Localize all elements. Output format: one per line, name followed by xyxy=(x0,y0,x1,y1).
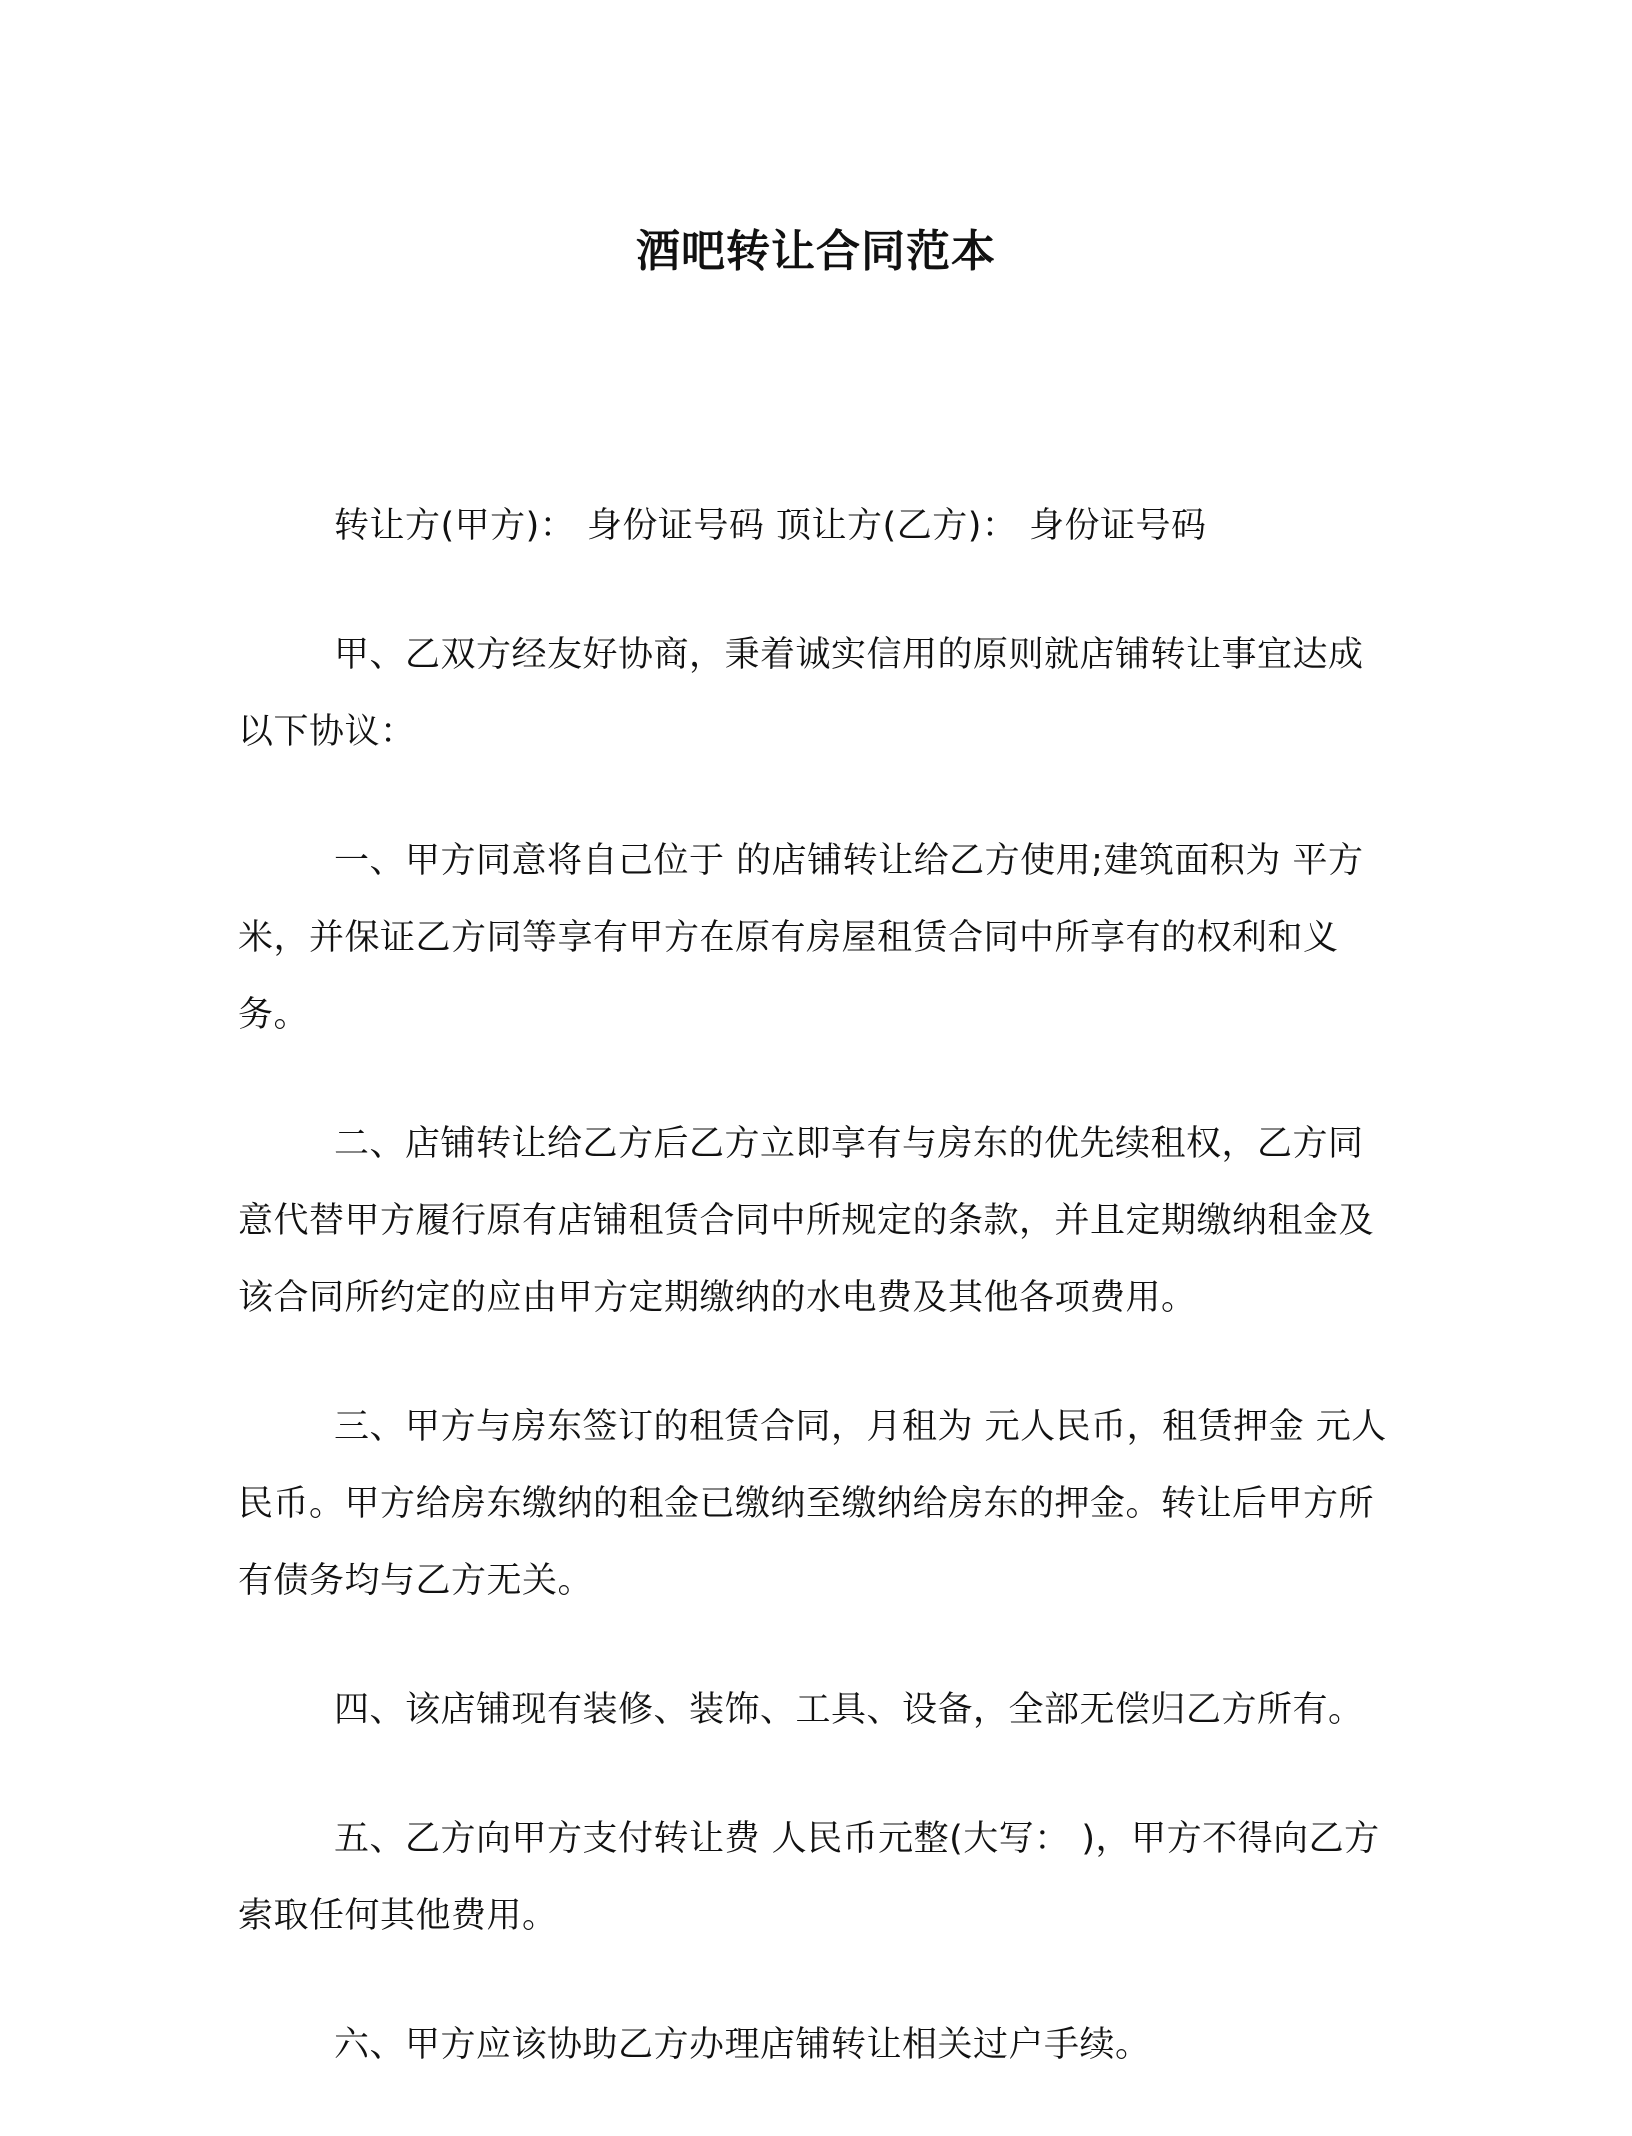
paragraph-preamble: 甲、乙双方经友好协商，秉着诚实信用的原则就店铺转让事宜达成以下协议： xyxy=(238,635,1364,752)
document-body xyxy=(238,488,1398,2136)
document-title: 酒吧转让合同范本 xyxy=(636,226,996,277)
clause-6: 六、甲方应该协助乙方办理店铺转让相关过户手续。 xyxy=(334,2025,1151,2065)
clause-2: 二、店铺转让给乙方后乙方立即享有与房东的优先续租权，乙方同意代替甲方履行原有店铺租赁合同中所规定的条款，并且定期缴纳租金及该合同所约定的应由甲方定期缴纳的水电费及其他各项费用。 xyxy=(238,1124,1375,1318)
clause-4: 四、该店铺现有装修、装饰、工具、设备，全部无偿归乙方所有。 xyxy=(334,1690,1364,1730)
clause-3: 三、甲方与房东签订的租赁合同，月租为 元人民币，租赁押金 元人民币。甲方给房东缴纳的租金已缴纳至缴纳给房东的押金。转让后甲方所有债务均与乙方无关。 xyxy=(238,1407,1387,1601)
clause-5: 五、乙方向甲方支付转让费 人民币元整(大写： )，甲方不得向乙方索取任何其他费用。 xyxy=(238,1819,1380,1936)
paragraph-parties: 转让方(甲方)： 身份证号码 顶让方(乙方)： 身份证号码 xyxy=(334,506,1207,546)
clause-1: 一、甲方同意将自己位于 的店铺转让给乙方使用;建筑面积为 平方米，并保证乙方同等享有甲方在原有房屋租赁合同中所享有的权利和义务。 xyxy=(238,841,1364,1035)
